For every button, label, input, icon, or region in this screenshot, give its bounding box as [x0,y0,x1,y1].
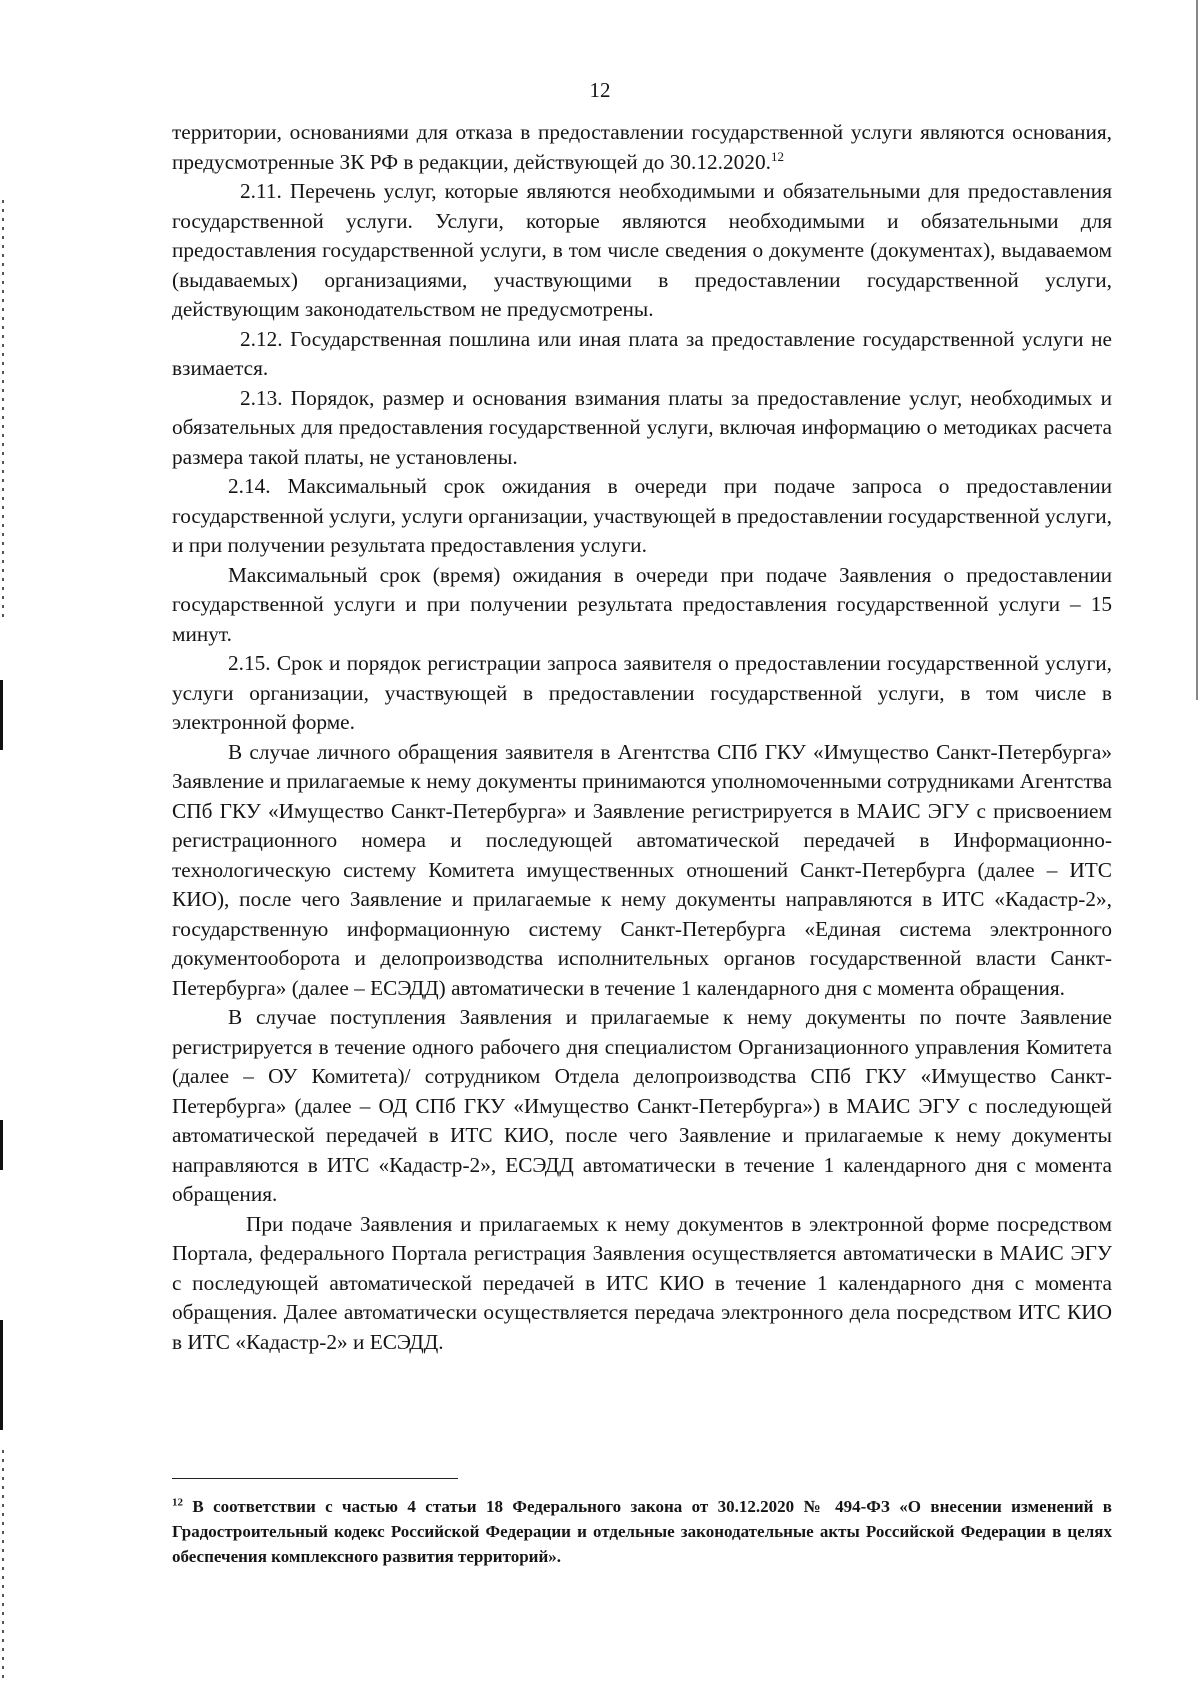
scan-edge-mark [1196,0,1198,700]
paragraph-2-14: 2.14. Максимальный срок ожидания в очереди при подаче запроса о предоставлении государственной услуги, услуги организации, участвующей в предоставлении государственной услуги, и при получении результата предоставления услуги. [172,474,1112,557]
paragraph-by-mail: В случае поступления Заявления и прилагаемые к нему документы по почте Заявление регистрируется в течение одного рабочего дня специалистом Организационного управления Комитета (далее – ОУ Комитета)/ сотрудником Отдела делопроизводства СПб ГКУ «Имущество Санкт-Петербурга» (далее – ОД СПб ГКУ «Имущество Санкт-Петербурга») в МАИС ЭГУ с последующей автоматической передачей в ИТС КИО, после чего Заявление и прилагаемые к нему документы направляются в ИТС «Кадастр-2», ЕСЭДД автоматически в течение 1 календарного дня с момента обращения. [172,1005,1112,1206]
paragraph-2-12: 2.12. Государственная пошлина или иная плата за предоставление государственной услуги не взимается. [172,326,1112,380]
footnote-divider [172,1478,458,1479]
scan-edge-mark [0,1320,3,1430]
scan-edge-mark [0,1120,3,1170]
scan-edge-mark [0,680,3,750]
document-body [172,118,1112,1357]
paragraph-2-13: 2.13. Порядок, размер и основания взимания платы за предоставление услуг, необходимых и обязательных для предоставления государственной услуги, включая информацию о методиках расчета размера такой платы, не установлены. [172,385,1112,469]
paragraph-2-11: 2.11. Перечень услуг, которые являются необходимыми и обязательными для предоставления государственной услуги. Услуги, которые являются необходимыми и обязательными для предоставления государственной услуги, в том числе сведения о документе (документах), выдаваемом (выдаваемых) организациями, участвующими в предоставлении государственной услуги, действующим законодательством не предусмотрены. [172,179,1112,321]
paragraph-personal-visit: В случае личного обращения заявителя в Агентства СПб ГКУ «Имущество Санкт-Петербурга» Заявление и прилагаемые к нему документы принимаются уполномоченными сотрудниками Агентства СПб ГКУ «Имущество Санкт-Петербурга» и Заявление регистрируется в МАИС ЭГУ с присвоением регистрационного номера и последующей автоматической передачей в Информационно-технологическую систему Комитета имущественных отношений Санкт-Петербурга (далее – ИТС КИО), после чего Заявление и прилагаемые к нему документы направляются в ИТС «Кадастр-2», государственную информационную систему Санкт-Петербурга «Единая система электронного документооборота и делопроизводства исполнительных органов государственной власти Санкт-Петербурга» (далее – ЕСЭДД) автоматически в течение 1 календарного дня с момента обращения. [172,739,1112,1000]
paragraph-text: территории, основаниями для отказа в предоставлении государственной услуги являются основания, предусмотренные ЗК РФ в редакции, действующей до 30.12.2020. [172,120,1112,174]
scan-edge-dots [2,200,4,620]
paragraph-2-15: 2.15. Срок и порядок регистрации запроса заявителя о предоставлении государственной услуги, услуги организации, участвующей в предоставлении государственной услуги, в том числе в электронной форме. [172,651,1112,734]
paragraph-electronic: При подаче Заявления и прилагаемых к нему документов в электронной форме посредством Портала, федерального Портала регистрация Заявления осуществляется автоматически в МАИС ЭГУ с последующей автоматической передачей в ИТС КИО в течение 1 календарного дня с момента обращения. Далее автоматически осуществляется передача электронного дела посредством ИТС КИО в ИТС «Кадастр-2» и ЕСЭДД. [172,1211,1112,1354]
scan-edge-dots [2,1450,4,1680]
footnote-text: В соответствии с частью 4 статьи 18 Федерального закона от 30.12.2020 № 494-ФЗ «О внесении изменений в Градостроительный кодекс Российской Федерации и отдельные законодательные акты Российской Федерации в целях обеспечения комплексного развития территорий». [172,1497,1112,1566]
footnote [172,1494,1112,1569]
footnote-number: 12 [172,1496,183,1509]
paragraph-0 [172,118,1112,177]
page-number: 12 [589,78,611,102]
footnote-reference: 12 [770,148,784,164]
paragraph-max-wait: Максимальный срок (время) ожидания в очереди при подаче Заявления о предоставлении государственной услуги и при получении результата предоставления государственной услуги – 15 минут. [172,562,1112,646]
